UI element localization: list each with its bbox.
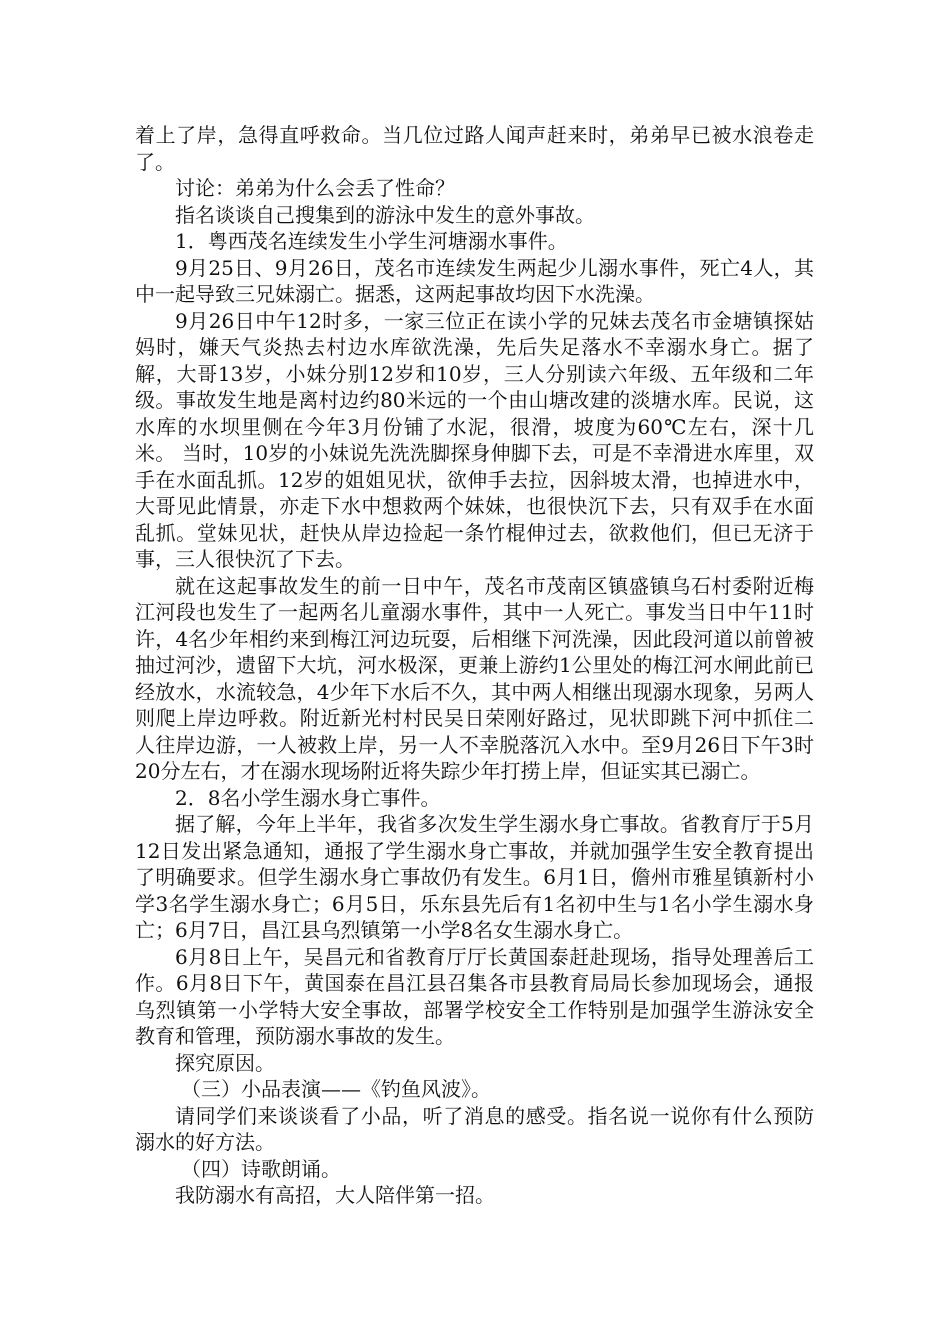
paragraph-case-2-detail-a: 据了解，今年上半年，我省多次发生学生溺水身亡事故。省教育厅于5月12日发出紧急通知，通报了学生溺水身亡事故，并就加强学生安全教育提出了明确要求。但学生溺水身亡事故仍有发生。6月1日，儋州市雅星镇新村小学3名学生溺水身亡；6月5日，乐东县先后有1名初中生与1名小学生溺水身亡；6月7日，昌江县乌烈镇第一小学8名女生溺水身亡。 xyxy=(135,812,814,942)
paragraph-section-three: （三）小品表演——《钓鱼风波》。 xyxy=(181,1077,491,1101)
paragraph-case-1-detail-a: 9月26日中午12时多，一家三位正在读小学的兄妹去茂名市金塘镇探姑妈时，嫌天气炎热去村边水库欲洗澡，先后失足落水不幸溺水身亡。据了解，大哥13岁，小妹分别12岁和10岁，三人分别读六年级、五年级和二年级。事故发生地是离村边约80米远的一个由山塘改建的淡塘水库。民说，这水库的水坝里侧在今年3月份铺了水泥，很滑，坡度为60℃左右，深十几米。 当时，10岁的小妹说先洗洗脚探身伸脚下去，可是不幸滑进水库里，双手在水面乱抓。12岁的姐姐见状，欲伸手去拉，因斜坡太滑，也掉进水中，大哥见此情景，亦走下水中想救两个妹妹，也很快沉下去，只有双手在水面乱抓。堂妹见状，赶快从岸边捡起一条竹棍伸过去，欲救他们，但已无济于事，三人很快沉了下去。 xyxy=(135,308,814,571)
paragraph-heading-case-1: 1．粤西茂名连续发生小学生河塘溺水事件。 xyxy=(175,229,568,253)
paragraph-case-1-detail-b: 就在这起事故发生的前一日中午，茂名市茂南区镇盛镇乌石村委附近梅江河段也发生了一起两名儿童溺水事件，其中一人死亡。事发当日中午11时许，4名少年相约来到梅江河边玩耍，后相继下河洗澡，因此段河道以前曾被抽过河沙，遗留下大坑，河水极深，更兼上游约1公里处的梅江河水闸此前已经放水，水流较急，4少年下水后不久，其中两人相继出现溺水现象，另两人则爬上岸边呼救。附近新光村村民吴日荣刚好路过，见状即跳下河中抓住二人往岸边游，一人被救上岸，另一人不幸脱落沉入水中。至9月26日下午3时20分左右，才在溺水现场附近将失踪少年打捞上岸，但证实其已溺亡。 xyxy=(135,573,814,783)
paragraph-heading-case-2: 2．8名小学生溺水身亡事件。 xyxy=(175,785,441,810)
paragraph-case-2-detail-b: 6月8日上午，吴昌元和省教育厅厅长黄国泰赶赴现场，指导处理善后工作。6月8日下午，黄国泰在昌江县召集各市县教育局局长参加现场会，通报乌烈镇第一小学特大安全事故，部署学校安全工作特别是加强学生游泳安全教育和管理，预防溺水事故的发生。 xyxy=(135,944,814,1048)
paragraph-explore-causes: 探究原因。 xyxy=(175,1050,275,1075)
paragraph-case-1-summary: 9月25日、9月26日，茂名市连续发生两起少儿溺水事件，死亡4人，其中一起导致三兄妹溺亡。据悉，这两起事故均因下水洗澡。 xyxy=(135,255,814,306)
paragraph-poem-line: 我防溺水有高招，大人陪伴第一招。 xyxy=(175,1183,495,1207)
paragraph-continuation: 着上了岸，急得直呼救命。当几位过路人闻声赶来时，弟弟早已被水浪卷走了。 xyxy=(135,123,814,174)
paragraph-instruction: 指名谈谈自己搜集到的游泳中发生的意外事故。 xyxy=(175,202,595,227)
paragraph-sketch-feedback: 请同学们来谈谈看了小品，听了消息的感受。指名说一说你有什么预防溺水的好方法。 xyxy=(135,1103,814,1154)
paragraph-section-four: （四）诗歌朗诵。 xyxy=(181,1156,341,1181)
paragraph-discussion: 讨论：弟弟为什么会丢了性命？ xyxy=(175,176,455,200)
document-body xyxy=(135,122,814,1209)
